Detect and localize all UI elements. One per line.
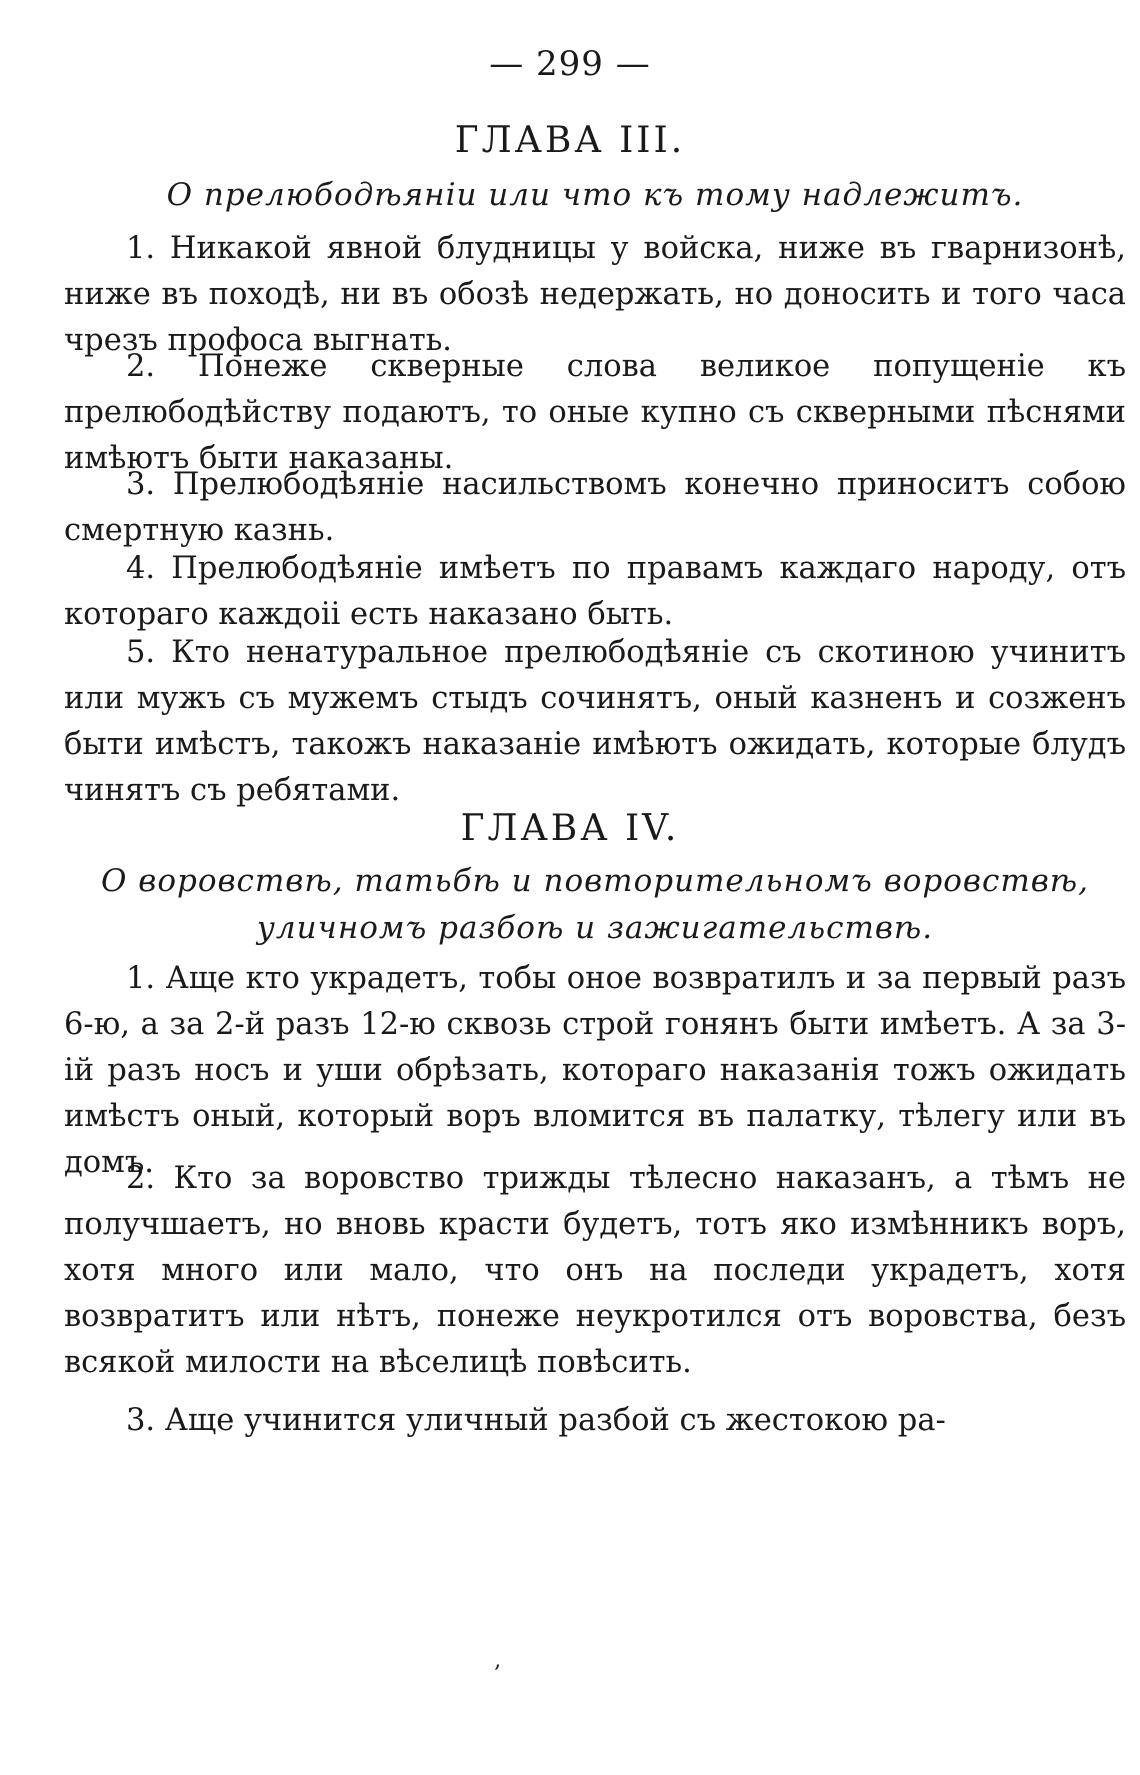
chapter-4-subtitle: О воровствѣ, татьбѣ и повторительномъ воровствѣ, уличномъ разбоѣ и зажигательствѣ. [101,863,1089,946]
chapter-3-subtitle: О прелюбодѣяніи или что къ тому надлежитъ. [166,177,1024,213]
chapter-3-article-3: 3. Прелюбодѣяніе насильствомъ конечно приноситъ собою смертную казнь. [64,467,1126,548]
chapter-3-title: ГЛАВА III. [454,120,686,161]
chapter-3-article-5: 5. Кто ненатуральное прелюбодѣяніе съ скотиною учинитъ или мужъ съ мужемъ стыдъ сочинятъ, оный казненъ и созженъ быти имѣстъ, такожъ наказаніе имѣютъ ожидать, которые блудъ чинятъ съ ребятами. [64,635,1126,808]
chapter-4-article-3: 3. Аще учинится уличный разбой съ жестокою ра- [126,1403,946,1438]
page-number: — 299 — [489,44,651,84]
chapter-3-article-1: 1. Никакой явной блудницы у войска, ниже въ гварнизонѣ, ниже въ походѣ, ни въ обозѣ недержать, но доносить и того часа чрезъ профоса выгнать. [64,231,1126,358]
chapter-3-article-2: 2. Понеже скверные слова великое попущеніе къ прелюбодѣйству подаютъ, то оные купно съ скверными пѣснями имѣютъ быти наказаны. [64,349,1126,476]
stray-print-mark: ‚ [494,1648,501,1673]
chapter-4-title: ГЛАВА IV. [460,808,680,849]
chapter-4-article-2: 2. Кто за воровство трижды тѣлесно наказанъ, а тѣмъ не получшаетъ, но вновь красти будетъ, тотъ яко измѣнникъ воръ, хотя много или мало, что онъ на последи украдетъ, хотя возвратитъ или нѣтъ, понеже неукротился отъ воровства, безъ всякой милости на вѣселицѣ повѣсить. [64,1161,1126,1380]
chapter-4-article-1: 1. Аще кто украдетъ, тобы оное возвратилъ и за первый разъ 6-ю, а за 2-й разъ 12-ю сквозь строй гонянъ быти имѣетъ. А за 3-ій разъ носъ и уши обрѣзать, котораго наказанія тожъ ожидать имѣстъ оный, который воръ вломится въ палатку, тѣлегу или въ домъ. [64,961,1126,1180]
chapter-3-article-4: 4. Прелюбодѣяніе имѣетъ по правамъ каждаго народу, отъ котораго каждоіі есть наказано быть. [64,551,1126,632]
